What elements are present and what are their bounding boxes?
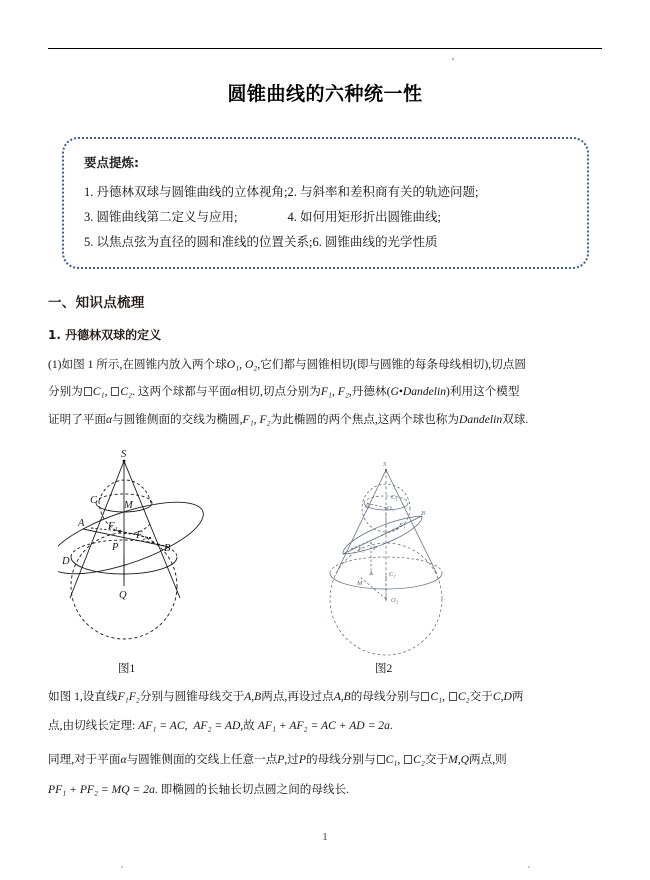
para-7-text-e: 交于 xyxy=(424,753,449,766)
math-F1: F₁ xyxy=(242,413,254,426)
math-C2: C₂ xyxy=(457,690,470,703)
para-5-text-d: 的母线分别与 xyxy=(350,690,421,703)
math-O2: O₂ xyxy=(244,358,258,371)
paragraph-1: (1)如图 1 所示,在圆锥内放入两个球O₁, O₂,它们都与圆锥相切(即与圆锥的每条母线相切),切点圆 xyxy=(48,358,526,371)
fig2-label-A: A xyxy=(369,570,373,577)
para-5-text-e: 交于 xyxy=(469,690,493,703)
math-dandelin-person: G•Dandelin xyxy=(390,385,447,398)
fig2-sphere1-center-point xyxy=(385,507,387,509)
fig1-apex-point xyxy=(123,460,126,463)
figure-1-dandelin-spheres xyxy=(58,446,288,661)
math-O1: O₁ xyxy=(226,358,240,371)
equation-tangent-2: AF₂ = AD xyxy=(193,719,241,732)
para-8-text-a: . 即椭圆的长轴长切点圆之间的母线长. xyxy=(154,783,350,796)
para-7-text-c: ,过 xyxy=(284,753,299,766)
fig1-label-P: P xyxy=(112,542,119,553)
key-points-title: 要点提炼: xyxy=(84,155,139,170)
para-6-text-a: 点,由切线长定理: xyxy=(48,719,136,732)
circle-symbol-tofu-icon xyxy=(111,387,119,396)
math-dandelin-name: Dandelin xyxy=(458,413,503,426)
paragraph-8 xyxy=(48,783,604,797)
para-2-text-e: )利用这个模型 xyxy=(446,385,520,398)
paragraph-6: 点,由切线长定理: AF₁ = AC, AF₂ = AD,故 AF₁ + AF₂ = AC + AD = 2a. xyxy=(48,719,393,732)
equation-tangent-1: AF₁ = AC xyxy=(138,719,185,732)
fig2-label-M: M xyxy=(357,580,363,587)
circle-symbol-tofu-icon xyxy=(84,387,92,396)
fig1-focus-2-point xyxy=(149,537,151,539)
math-P: P xyxy=(298,753,306,766)
fig2-label-F2: F₂ xyxy=(358,546,365,553)
para-5-text-c: 两点,再设过点 xyxy=(261,690,334,703)
para-6-text-c: . xyxy=(389,719,393,732)
fig1-label-Q: Q xyxy=(119,590,127,601)
fig2-label-O1: O₁ xyxy=(387,505,394,512)
footer-artifact-dot-left xyxy=(121,866,123,868)
math-F2: F₂ xyxy=(259,413,271,426)
key-points-box xyxy=(62,137,589,269)
fig2-label-O2: O₂ xyxy=(391,597,398,604)
fig2-sphere2-center-point xyxy=(385,598,387,600)
math-F1: F₁ xyxy=(320,385,332,398)
fig1-label-F2: F₂ xyxy=(136,530,147,541)
paragraph-3: 证明了平面α与圆锥侧面的交线为椭圆,F₁, F₂为此椭圆的两个焦点,这两个球也称为Dandelin双球. xyxy=(48,413,529,426)
paragraph-2: 分别为 C₁, C₂. 这两个球都与平面α相切,切点分别为F₁, F₂,丹德林(G•Dandelin)利用这个模型 xyxy=(48,385,520,398)
footer-artifact-dot-right xyxy=(528,866,530,868)
fig2-label-F1: F₁ xyxy=(399,522,406,529)
paragraph-5: 如图 1,设直线F₁F₂分别与圆锥母线交于A,B两点,再设过点A,B的母线分别与 C₁, C₂交于C,D两 xyxy=(48,690,524,703)
para-2-text-b: . 这两个球都与平面 xyxy=(132,385,231,398)
figure-1-caption: 图1 xyxy=(118,663,136,675)
math-C2: C₂ xyxy=(120,385,133,398)
figure-2-dandelin-spheres-detail xyxy=(303,446,553,661)
para-2-text-c: 相切,切点分别为 xyxy=(236,385,321,398)
math-alpha: α xyxy=(120,753,127,766)
para-3-text-c: 为此椭圆的两个焦点,这两个球也称为 xyxy=(270,413,459,426)
para-7-text-f: 两点,则 xyxy=(469,753,507,766)
circle-symbol-tofu-icon xyxy=(449,692,457,701)
fig1-label-D: D xyxy=(62,556,70,567)
fig1-label-B: B xyxy=(164,543,171,554)
key-points-line-2: 3. 圆锥曲线第二定义与应用; 4. 如何用矩形折出圆锥曲线; xyxy=(84,210,441,224)
para-7-text-a: 同理,对于平面 xyxy=(48,753,121,766)
math-C2: C₂ xyxy=(413,753,425,766)
fig1-label-M: M xyxy=(124,500,133,511)
circle-symbol-tofu-icon xyxy=(377,755,385,764)
paragraph-7: 同理,对于平面α与圆锥侧面的交线上任意一点P,过P的母线分别与 C₁, C₂交于M,Q两点,则 xyxy=(48,753,507,766)
fig2-contact-point xyxy=(385,576,387,578)
para-2-text-d: ,丹德林( xyxy=(348,385,391,398)
math-AB: A,B xyxy=(333,690,351,703)
fig2-apex-point xyxy=(385,469,387,471)
math-C1: C₁ xyxy=(430,690,443,703)
math-MQ-points: M,Q xyxy=(448,753,470,766)
para-3-text-d: 双球. xyxy=(502,413,529,426)
para-1-text-b: ,它们都与圆锥相切(即与圆锥的每条母线相切),切点圆 xyxy=(257,358,526,371)
fig2-label-P: P xyxy=(373,545,377,552)
fig1-label-A: A xyxy=(78,518,85,529)
header-artifact-dot xyxy=(452,58,454,60)
math-alpha: α xyxy=(105,413,113,426)
figure-row xyxy=(48,446,604,686)
math-C1: C₁ xyxy=(92,385,105,398)
math-alpha: α xyxy=(230,385,237,398)
fig2-label-C2: C₂ xyxy=(389,571,396,578)
math-AB: A,B xyxy=(244,690,262,703)
fig2-focus-1-point xyxy=(396,528,398,530)
subsection-heading: 1. 丹德林双球的定义 xyxy=(48,328,162,342)
fig2-label-B: B xyxy=(421,510,425,517)
fig2-label-C1: C₁ xyxy=(391,494,398,501)
section-heading: 一、知识点梳理 xyxy=(48,295,145,311)
fig1-label-C: C xyxy=(90,495,98,506)
key-points-line-3: 5. 以焦点弦为直径的圆和准线的位置关系;6. 圆锥曲线的光学性质 xyxy=(84,235,438,249)
fig2-point-P xyxy=(370,542,372,544)
para-2-text-a: 分别为 xyxy=(48,385,83,398)
page-number: 1 xyxy=(322,832,328,843)
math-F1F2: F₁F₂ xyxy=(117,690,140,703)
math-CD: C,D xyxy=(492,690,512,703)
figure-2-caption: 图2 xyxy=(375,663,393,675)
fig1-label-F1: F₁ xyxy=(108,521,119,532)
fig1-label-S: S xyxy=(121,449,127,460)
para-1-text-a: (1)如图 1 所示,在圆锥内放入两个球 xyxy=(48,358,227,371)
fig2-label-S: S xyxy=(383,461,387,468)
para-7-text-b: 与圆锥侧面的交线上任意一点 xyxy=(126,753,278,766)
fig1-focus-1-point xyxy=(119,530,121,532)
math-C1: C₁ xyxy=(385,753,398,766)
math-P: P xyxy=(277,753,285,766)
key-points-line-1: 1. 丹德林双球与圆锥曲线的立体视角;2. 与斜率和差积商有关的轨迹问题; xyxy=(84,185,479,199)
math-F2: F₂ xyxy=(337,385,349,398)
fig2-label-Qp: Q′ xyxy=(365,503,372,510)
para-5-text-f: 两 xyxy=(511,690,524,703)
header-rule xyxy=(48,48,602,49)
circle-symbol-tofu-icon xyxy=(421,692,429,701)
para-3-text-a: 证明了平面 xyxy=(48,413,106,426)
equation-sum: AF₁ + AF₂ = AC + AD = 2a xyxy=(257,719,390,732)
para-3-text-b: 与圆锥侧面的交线为椭圆, xyxy=(112,413,243,426)
para-7-text-d: 的母线分别与 xyxy=(305,753,376,766)
para-6-text-b: ,故 xyxy=(240,719,255,732)
equation-focal-sum: PF₁ + PF₂ = MQ = 2a xyxy=(48,783,155,796)
para-5-text-b: 分别与圆锥母线交于 xyxy=(139,690,245,703)
page-title: 圆锥曲线的六种统一性 xyxy=(227,83,423,105)
para-5-text-a: 如图 1,设直线 xyxy=(48,690,118,703)
circle-symbol-tofu-icon xyxy=(404,755,412,764)
